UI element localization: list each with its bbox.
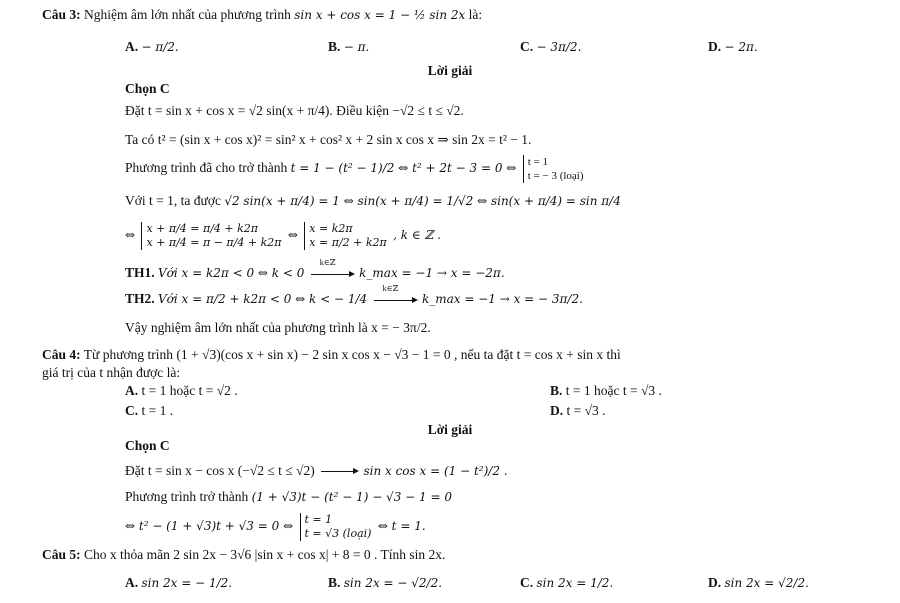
q5-option-c[interactable] (520, 574, 613, 592)
q3-option-b[interactable] (328, 38, 369, 56)
q4-line-2-text: Phương trình trở thành (125, 489, 249, 504)
q4-sys-row-2: t = √3 (loại) (304, 527, 372, 540)
right-arrow-icon (321, 471, 357, 472)
q4-option-c[interactable] (125, 402, 173, 420)
q3-line-5-tail: , k ∈ ℤ . (393, 228, 441, 243)
q4-line-2-math: (1 + √3)t − (t² − 1) − √3 − 1 = 0 (251, 490, 452, 504)
q4-option-a-key: A. (125, 383, 139, 398)
q4-line-3 (125, 513, 426, 541)
q4-line-1-tail: sin x cos x = (1 − t²)/2 . (363, 464, 508, 478)
q5-option-b-key: B. (328, 575, 341, 590)
q3-label: Câu 3: (42, 7, 81, 22)
q3-tail: là: (468, 7, 483, 22)
q3-line-5-system-1 (141, 222, 281, 250)
q5-option-b[interactable] (328, 574, 442, 592)
right-arrow-icon (311, 274, 353, 275)
q4-line-3-math: ⇔ t² − (1 + √3)t + √3 = 0 ⇔ (125, 519, 294, 534)
q3-line-3-math: t = 1 − (t² − 1)/2 ⇔ t² + 2t − 3 = 0 ⇔ (290, 161, 517, 176)
q5-option-c-key: C. (520, 575, 534, 590)
q4-label: Câu 4: (42, 347, 81, 362)
q3-case-1 (125, 257, 505, 283)
q5-option-a-key: A. (125, 575, 139, 590)
q3-option-d-key: D. (708, 39, 722, 54)
q4-option-a[interactable] (125, 382, 238, 400)
q3-case-2-label: TH2. (125, 291, 155, 306)
q5-stem-line (42, 546, 445, 564)
q3-sys2-row-2: x = π/2 + k2π (309, 236, 387, 249)
q3-line-3-text: Phương trình đã cho trở thành (125, 160, 288, 176)
q3-sys1-row-2: x + π/4 = π − π/4 + k2π (146, 236, 282, 249)
q3-stem: Nghiệm âm lớn nhất của phương trình (84, 7, 291, 22)
q3-option-d[interactable] (708, 38, 758, 56)
q4-line-1-text: Đặt t = sin x − cos x (−√2 ≤ t ≤ √2) (125, 463, 315, 478)
q3-line-5-system-2 (304, 222, 386, 250)
q3-stem-line (42, 6, 482, 24)
q4-option-a-text: t = 1 hoặc t = √2 . (141, 383, 238, 398)
q4-line-3-system (300, 513, 372, 541)
q4-line-2 (125, 488, 452, 506)
q4-stem: Từ phương trình (1 + √3)(cos x + sin x) − 2 sin x cos x − √3 − 1 = 0 , nếu ta đặt t = cos x + sin x thì (83, 347, 621, 362)
q5-option-b-text: sin 2x = − √2/2. (343, 576, 443, 590)
q3-line-2: Ta có t² = (sin x + cos x)² = sin² x + cos² x + 2 sin x cos x ⇒ sin 2x = t² − 1. (125, 132, 532, 147)
q3-case-1-text: Với x = k2π < 0 ⇔ k < 0 (158, 266, 305, 280)
q3-line-5-mid: ⇔ (287, 228, 298, 243)
q3-option-d-text: − 2π. (724, 40, 758, 54)
q3-solution-title: Lời giải (427, 63, 473, 78)
q5-option-a[interactable] (125, 574, 232, 592)
q3-option-b-text: − π. (343, 40, 370, 54)
q3-line-4-text: Với t = 1, ta được (125, 193, 221, 208)
q3-line-5 (125, 222, 441, 250)
q4-stem-line (42, 346, 621, 364)
q4-sys-row-1: t = 1 (304, 513, 333, 526)
q3-equation: sin x + cos x = 1 − ½ sin 2x (294, 8, 466, 22)
q4-option-b-key: B. (550, 383, 563, 398)
q4-choice: Chọn C (125, 438, 170, 453)
q3-line-3-system (523, 155, 584, 183)
q3-option-a[interactable] (125, 38, 179, 56)
q3-line-4 (125, 192, 621, 210)
q4-stem-2: giá trị của t nhận được là: (42, 365, 181, 380)
q3-sys1-row-1: x + π/4 = π/4 + k2π (146, 222, 259, 235)
q3-option-a-text: − π/2. (141, 40, 179, 54)
q3-case-2-arrow-label: k∈ℤ (382, 283, 399, 293)
q3-option-b-key: B. (328, 39, 341, 54)
right-arrow-icon (374, 300, 416, 301)
q4-solution-title: Lời giải (427, 422, 473, 437)
q3-option-c[interactable] (520, 38, 581, 56)
q3-choice: Chọn C (125, 81, 170, 96)
q5-option-d[interactable] (708, 574, 809, 592)
q3-sys-row-2: t = − 3 (loại) (527, 170, 584, 182)
q5-option-d-text: sin 2x = √2/2. (724, 576, 809, 590)
q4-option-d[interactable] (550, 402, 606, 420)
q3-option-c-text: − 3π/2. (536, 40, 582, 54)
q3-case-1-tail: k_max = −1 → x = −2π. (359, 266, 505, 280)
q5-option-c-text: sin 2x = 1/2. (536, 576, 614, 590)
q3-sys2-row-1: x = k2π (309, 222, 353, 235)
q3-option-a-key: A. (125, 39, 139, 54)
q3-option-c-key: C. (520, 39, 534, 54)
q4-line-1 (125, 462, 508, 480)
q4-option-d-key: D. (550, 403, 564, 418)
q4-option-c-key: C. (125, 403, 139, 418)
q3-line-4-math: √2 sin(x + π/4) = 1 ⇔ sin(x + π/4) = 1/√2 ⇔ sin(x + π/4) = sin π/4 (224, 194, 621, 208)
q4-option-b-text: t = 1 hoặc t = √3 . (565, 383, 662, 398)
q3-equiv-sign: ⇔ (125, 228, 136, 243)
q4-option-d-text: t = √3 . (566, 403, 606, 418)
q3-case-1-arrow (308, 257, 356, 283)
q4-option-c-text: t = 1 . (141, 403, 174, 418)
q4-line-3-tail: ⇔ t = 1. (377, 519, 426, 534)
q5-stem: Cho x thỏa mãn 2 sin 2x − 3√6 |sin x + cos x| + 8 = 0 . Tính sin 2x. (84, 547, 446, 562)
q3-case-2-tail: k_max = −1 → x = − 3π/2. (421, 292, 583, 306)
q3-case-2 (125, 283, 583, 309)
q3-line-1: Đặt t = sin x + cos x = √2 sin(x + π/4). Điều kiện −√2 ≤ t ≤ √2. (125, 103, 464, 118)
q4-option-b[interactable] (550, 382, 662, 400)
q3-sys-row-1: t = 1 (527, 156, 548, 168)
q3-conclusion: Vậy nghiệm âm lớn nhất của phương trình là x = − 3π/2. (125, 320, 431, 335)
q5-option-a-text: sin 2x = − 1/2. (141, 576, 233, 590)
q3-case-1-arrow-label: k∈ℤ (319, 257, 336, 267)
q3-case-2-text: Với x = π/2 + k2π < 0 ⇔ k < − 1/4 (158, 292, 368, 306)
q3-case-2-arrow (371, 283, 419, 309)
q3-line-3 (125, 155, 587, 183)
q5-option-d-key: D. (708, 575, 722, 590)
q5-label: Câu 5: (42, 547, 81, 562)
q3-case-1-label: TH1. (125, 265, 155, 280)
